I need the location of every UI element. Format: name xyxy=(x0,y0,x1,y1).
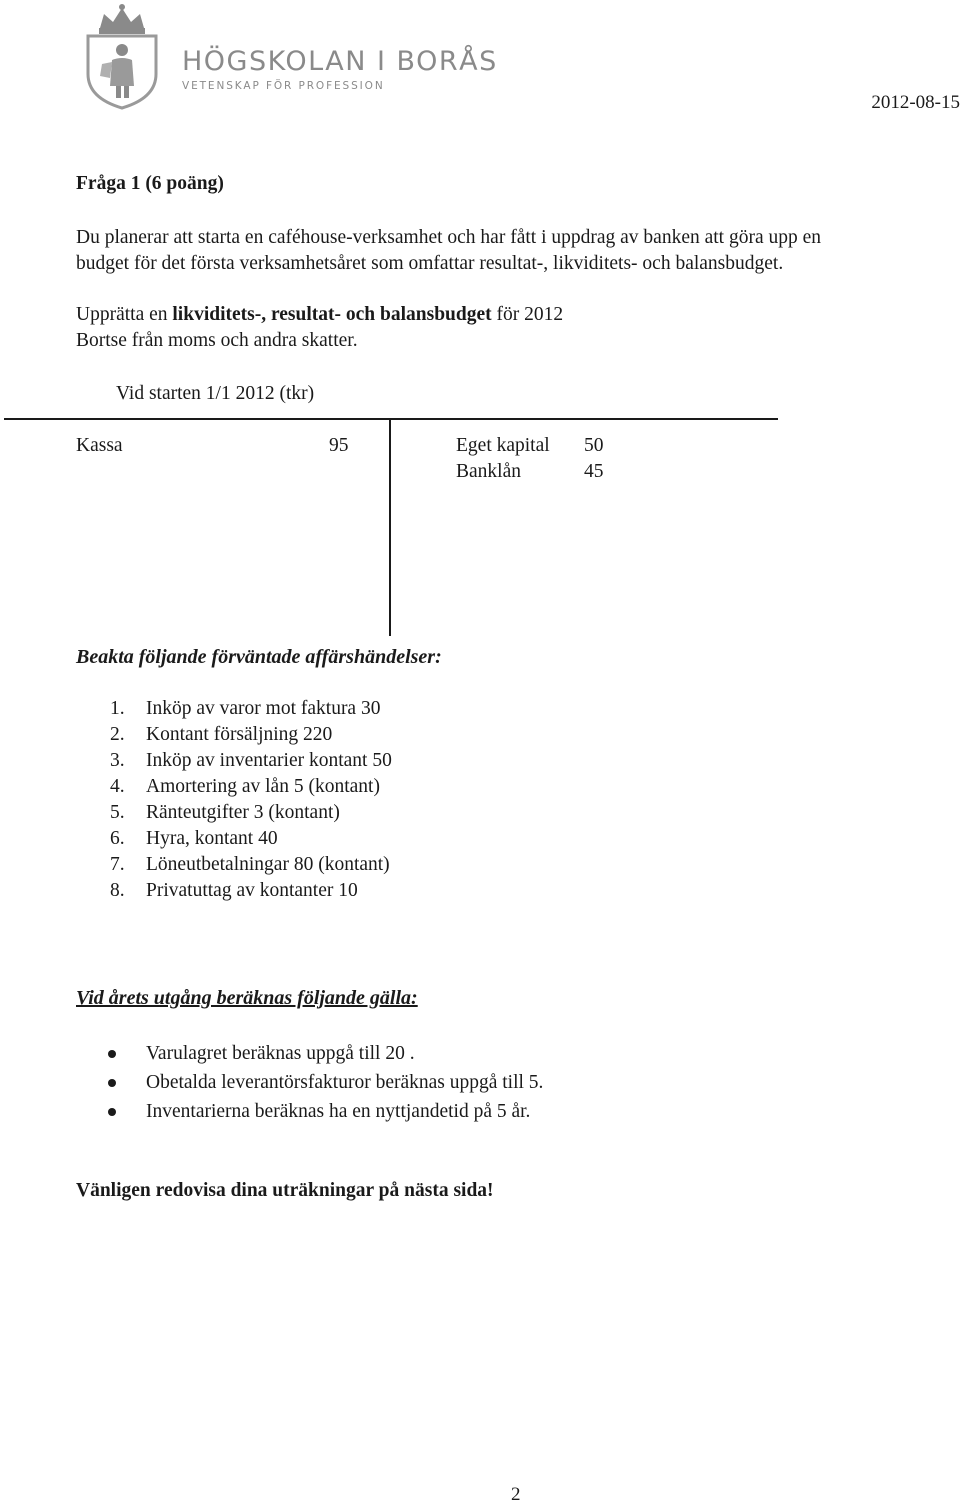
task-line-2: Bortse från moms och andra skatter. xyxy=(76,330,358,351)
item-number: 8. xyxy=(110,880,125,901)
balance-heading: Vid starten 1/1 2012 (tkr) xyxy=(116,383,315,404)
list-item xyxy=(110,722,392,748)
footer-note: Vänligen redovisa dina uträkningar på nästa sida! xyxy=(76,1180,494,1201)
list-item xyxy=(110,696,392,722)
asset-value: 95 xyxy=(329,435,349,456)
list-item xyxy=(110,800,392,826)
item-number: 7. xyxy=(110,854,125,875)
question-title: Fråga 1 (6 poäng) xyxy=(76,173,224,194)
item-number: 5. xyxy=(110,802,125,823)
crest-icon xyxy=(72,2,172,110)
item-text: Kontant försäljning 220 xyxy=(146,724,333,745)
t-account-top-line xyxy=(4,418,778,420)
intro-line-1: Du planerar att starta en caféhouse-verksamhet och har fått i uppdrag av banken att göra upp en xyxy=(76,227,822,248)
list-item xyxy=(110,774,392,800)
logo-tagline: VETENSKAP FÖR PROFESSION xyxy=(182,80,385,92)
task-post: för 2012 xyxy=(491,304,564,325)
list-item: Obetalda leverantörsfakturor beräknas uppgå till 5. xyxy=(108,1068,543,1097)
item-text: Amortering av lån 5 (kontant) xyxy=(146,776,380,797)
task-pre: Upprätta en xyxy=(76,304,173,325)
asset-label: Kassa xyxy=(76,435,123,456)
year-end-heading: Vid årets utgång beräknas följande gälla: xyxy=(76,987,418,1009)
item-text: Ränteutgifter 3 (kontant) xyxy=(146,802,340,823)
list-item: Inventarierna beräknas ha en nyttjandetid på 5 år. xyxy=(108,1097,543,1126)
item-text: Privatuttag av kontanter 10 xyxy=(146,880,358,901)
t-account-divider xyxy=(389,418,391,636)
liability-label: Eget kapital xyxy=(456,435,550,456)
liability-value: 50 xyxy=(584,435,604,456)
item-text: Inköp av inventarier kontant 50 xyxy=(146,750,392,771)
list-item xyxy=(110,748,392,774)
list-item: Varulagret beräknas uppgå till 20 . xyxy=(108,1039,543,1068)
item-number: 6. xyxy=(110,828,125,849)
events-list xyxy=(110,696,392,904)
liability-value: 45 xyxy=(584,461,604,482)
list-item xyxy=(110,826,392,852)
document-date: 2012-08-15 xyxy=(871,92,960,113)
events-heading: Beakta följande förväntade affärshändelser: xyxy=(76,646,442,668)
liability-label: Banklån xyxy=(456,461,521,482)
list-item xyxy=(110,878,392,904)
item-number: 1. xyxy=(110,698,125,719)
task-emphasis: likviditets-, resultat- och balansbudget xyxy=(172,304,492,325)
item-text: Löneutbetalningar 80 (kontant) xyxy=(146,854,390,875)
item-number: 4. xyxy=(110,776,125,797)
item-text: Inköp av varor mot faktura 30 xyxy=(146,698,381,719)
item-number: 3. xyxy=(110,750,125,771)
item-number: 2. xyxy=(110,724,125,745)
intro-line-2: budget för det första verksamhetsåret som omfattar resultat-, likviditets- och balansbudget. xyxy=(76,253,784,274)
list-item xyxy=(110,852,392,878)
task-line-1 xyxy=(76,302,563,328)
page-number: 2 xyxy=(511,1484,521,1505)
logo-wordmark: HÖGSKOLAN I BORÅS xyxy=(182,46,498,77)
year-end-list xyxy=(108,1039,543,1126)
item-text: Hyra, kontant 40 xyxy=(146,828,278,849)
